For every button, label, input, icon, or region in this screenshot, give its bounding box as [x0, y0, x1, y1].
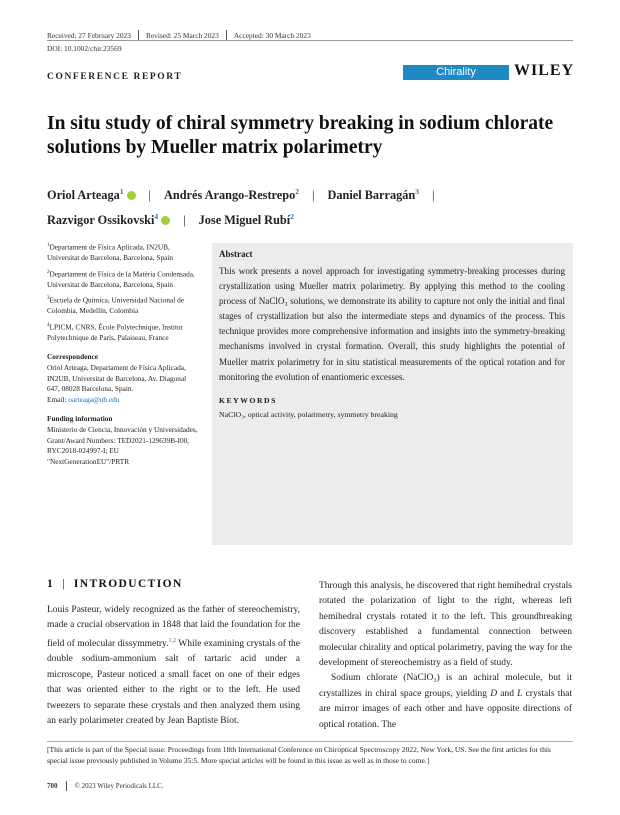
author-name[interactable]: Oriol Arteaga	[47, 188, 120, 203]
abstract-heading: Abstract	[219, 249, 253, 259]
funding-heading: Funding information	[47, 414, 113, 424]
divider: |	[62, 578, 66, 590]
keywords-heading: KEYWORDS	[219, 395, 277, 405]
body-column-right	[319, 579, 572, 733]
author-separator: |	[312, 188, 315, 203]
section-number: 1	[47, 578, 55, 590]
keywords-list: NaClO₃, optical activity, polarimetry, symmetry breaking	[219, 409, 398, 419]
received-date: Received: 27 February 2023	[47, 31, 131, 40]
orcid-icon[interactable]	[161, 216, 170, 225]
copyright: © 2023 Wiley Periodicals LLC.	[74, 782, 164, 790]
paragraph: Louis Pasteur, widely recognized as the father of stereochemistry, made a crucial observation in 1848 that laid the foundation for the field of molecular dissymmetry.$^{1,2}$ While examining crystals of the double sodium-ammonium salt of tartaric acid under a microscope, Pasteur noticed a small facet on one of their edges that was oriented either to the right or to the left. He used tweezers to separate these crystals and then analyzed them using an early polarimeter created by Jean Baptiste Biot.	[47, 605, 300, 726]
affiliations-sidebar	[47, 241, 199, 467]
doi[interactable]: DOI: 10.1002/chir.23569	[47, 44, 122, 53]
author-name[interactable]: Jose Miguel Rubí	[198, 213, 291, 228]
correspondence-text: Oriol Arteaga, Departament de Física Aplicada, IN2UB, Universitat de Barcelona, Av. Diagonal 647, 08028 Barcelona, Spain. Email: oarteaga@ub.edu	[47, 363, 187, 404]
paragraph: Through this analysis, he discovered that right hemihedral crystals rotated the polarization of light to the right, whereas left hemihedral crystals rotated it to the left. This groundbreaking discovery established a fundamental connection between molecular chirality and optical polarimetry, paving the way for the development of stereochemistry as a field of study.	[319, 581, 572, 669]
body-column-left	[47, 603, 300, 729]
author-affil-ref[interactable]: 3	[415, 187, 420, 196]
accepted-date: Accepted: 30 March 2023	[233, 31, 311, 40]
funding-text: Ministerio de Ciencia, Innovación y Universidades, Grant/Award Numbers: TED2021-129639B-I00, RYC2018-024997-I; EU "NextGenerationEU"/PRTR	[47, 425, 198, 466]
publisher-logo[interactable]: WILEY	[514, 62, 575, 79]
author-separator: |	[148, 188, 151, 203]
divider	[66, 781, 67, 791]
author-affil-ref[interactable]: 2	[290, 212, 294, 222]
article-title: In situ study of chiral symmetry breaking in sodium chlorate solutions by Mueller matrix polarimetry	[47, 113, 554, 158]
author-separator: |	[432, 188, 435, 203]
author-name[interactable]: Daniel Barragán	[327, 188, 416, 203]
affiliation: $^3$Escuela de Química, Universidad Nacional de Colombia, Medellín, Colombia	[47, 295, 185, 316]
affiliation: $^4$LPICM, CNRS, École Polytechnique, Institut Polytechnique de Paris, Palaiseau, France	[47, 322, 183, 342]
orcid-icon[interactable]	[127, 191, 136, 200]
footnote: [This article is part of the Special issue: Proceedings from 18th International Conference on Chiroptical Spectroscopy 2022, New York, US. See the first articles for this special issue previously published in Volume 35:5. More special articles will be found in this issue as well as in those to come.]	[47, 745, 551, 765]
author-name[interactable]: Razvigor Ossikovski	[47, 213, 155, 228]
abstract-box	[212, 243, 573, 545]
section-title: INTRODUCTION	[73, 578, 183, 590]
page-footer	[47, 781, 164, 791]
section-label: CONFERENCE REPORT	[47, 72, 183, 82]
citation-ref[interactable]: 1,2	[168, 637, 177, 644]
author-separator: |	[183, 213, 186, 228]
affiliation: $^2$Departament de Física de la Matèria Condensada, Universitat de Barcelona, Barcelona, Spain	[47, 269, 195, 289]
paragraph: Sodium chlorate (NaClO₃) is an achiral molecule, but it crystallizes in chiral space groups, yielding D and L crystals that are mirror images of each other and have opposite directions of optical rotation. The	[319, 673, 573, 730]
header-rule	[47, 40, 573, 41]
author-affil-ref[interactable]: 4	[154, 212, 159, 222]
author-affil-ref[interactable]: 2	[295, 187, 299, 196]
revised-date: Revised: 25 March 2023	[145, 31, 219, 40]
abstract-text: This work presents a novel approach for investigating symmetry-breaking processes during crystallization using Mueller matrix polarimetry. By applying this method to the cooling process of NaClO₃ solutions, we demonstrate its ability to capture not only the initial and final stages of crystallization but also the intermediate steps and dynamics of the process. This technique provides more comprehensive information and insights into the symmetry-breaking mechanisms involved in crystal formation. Overall, this study highlights the potential of Mueller matrix polarimetry for in situ statistical measurements of the optical rotation and for monitoring the evolution of enantiomeric excesses.	[219, 266, 565, 382]
correspondence-heading: Correspondence	[47, 352, 98, 362]
author-list	[47, 181, 567, 231]
section-heading	[47, 578, 183, 590]
email-link[interactable]: oarteaga@ub.edu	[68, 394, 120, 404]
footnote-rule	[47, 741, 573, 742]
affiliation: $^1$Departament de Física Aplicada, IN2UB, Universitat de Barcelona, Barcelona, Spain	[47, 242, 174, 263]
page-number: 700	[47, 782, 58, 790]
journal-badge[interactable]: Chirality	[403, 65, 509, 80]
author-name[interactable]: Andrés Arango-Restrepo	[163, 188, 296, 203]
author-affil-ref[interactable]: 1	[119, 187, 124, 196]
